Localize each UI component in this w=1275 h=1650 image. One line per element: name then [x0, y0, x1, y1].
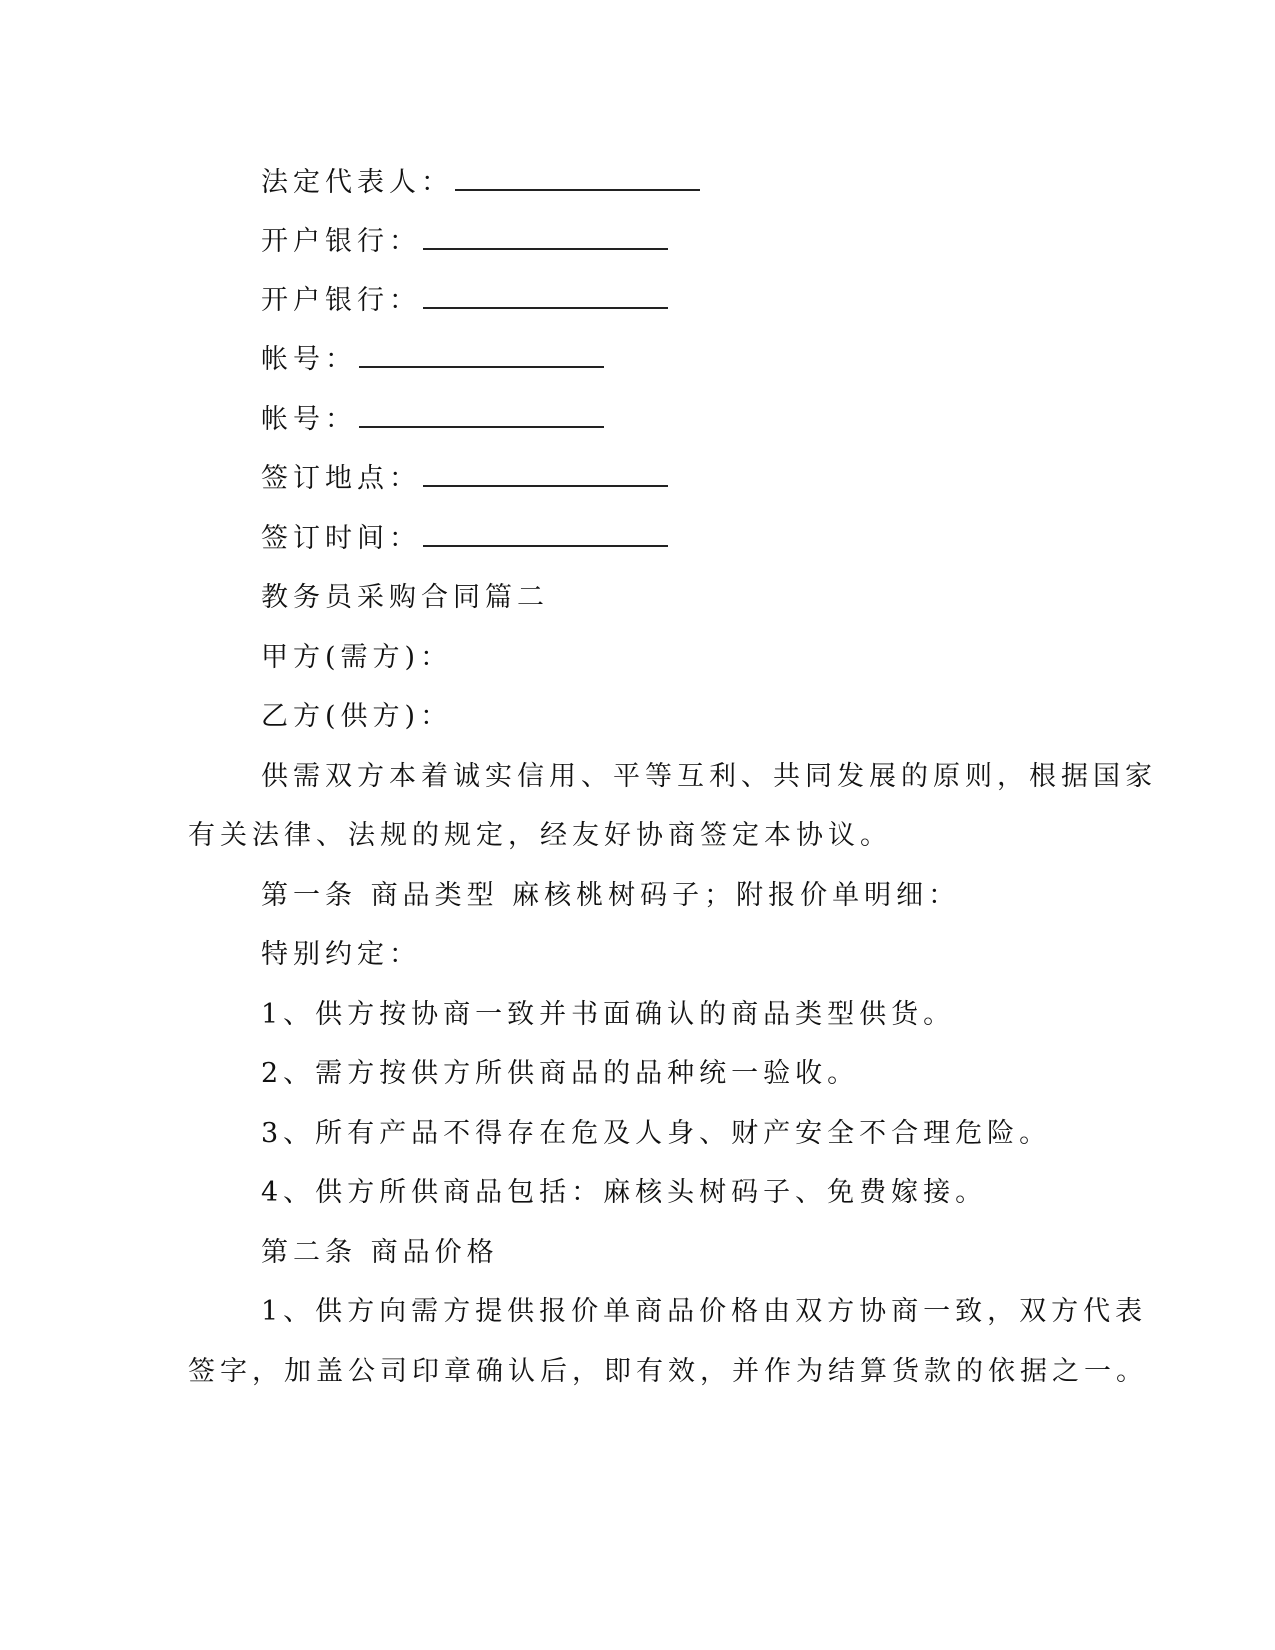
blank-line	[455, 167, 700, 191]
special-agreement-label: 特别约定：	[261, 939, 421, 970]
article-2-item-1-line-1: 1、供方向需方提供报价单商品价格由双方协商一致，双方代表	[261, 1296, 1148, 1327]
form-field-account-2	[261, 402, 604, 438]
article-2-title: 第二条 商品价格	[261, 1237, 499, 1268]
field-label: 开户银行：	[261, 226, 421, 257]
field-label: 签订地点：	[261, 463, 421, 494]
form-field-bank-2	[261, 283, 668, 319]
article-1-title: 第一条 商品类型 麻核桃树码子；附报价单明细：	[261, 880, 961, 911]
form-field-legal-representative	[261, 165, 700, 201]
form-field-sign-place	[261, 461, 668, 497]
article-2-item-1-line-2: 签字，加盖公司印章确认后，即有效，并作为结算货款的依据之一。	[188, 1356, 1148, 1387]
field-label: 帐号：	[261, 344, 357, 375]
blank-line	[423, 226, 668, 250]
form-field-bank-1	[261, 224, 668, 260]
form-field-sign-time	[261, 521, 668, 557]
field-label: 帐号：	[261, 404, 357, 435]
article-1-item-3: 3、所有产品不得存在危及人身、财产安全不合理危险。	[261, 1118, 1052, 1149]
intro-line-2: 有关法律、法规的规定，经友好协商签定本协议。	[188, 820, 892, 851]
article-1-item-1: 1、供方按协商一致并书面确认的商品类型供货。	[261, 999, 956, 1030]
form-field-account-1	[261, 342, 604, 378]
blank-line	[359, 344, 604, 368]
field-label: 法定代表人：	[261, 167, 453, 198]
intro-line-1: 供需双方本着诚实信用、平等互利、共同发展的原则，根据国家	[261, 761, 1157, 792]
field-label: 签订时间：	[261, 523, 421, 554]
blank-line	[423, 463, 668, 487]
blank-line	[423, 523, 668, 547]
party-a: 甲方(需方)：	[261, 642, 453, 673]
blank-line	[359, 404, 604, 428]
article-1-item-2: 2、需方按供方所供商品的品种统一验收。	[261, 1058, 860, 1089]
section-title: 教务员采购合同篇二	[261, 582, 549, 613]
party-b: 乙方(供方)：	[261, 701, 453, 732]
article-1-item-4: 4、供方所供商品包括：麻核头树码子、免费嫁接。	[261, 1177, 988, 1208]
blank-line	[423, 285, 668, 309]
field-label: 开户银行：	[261, 285, 421, 316]
